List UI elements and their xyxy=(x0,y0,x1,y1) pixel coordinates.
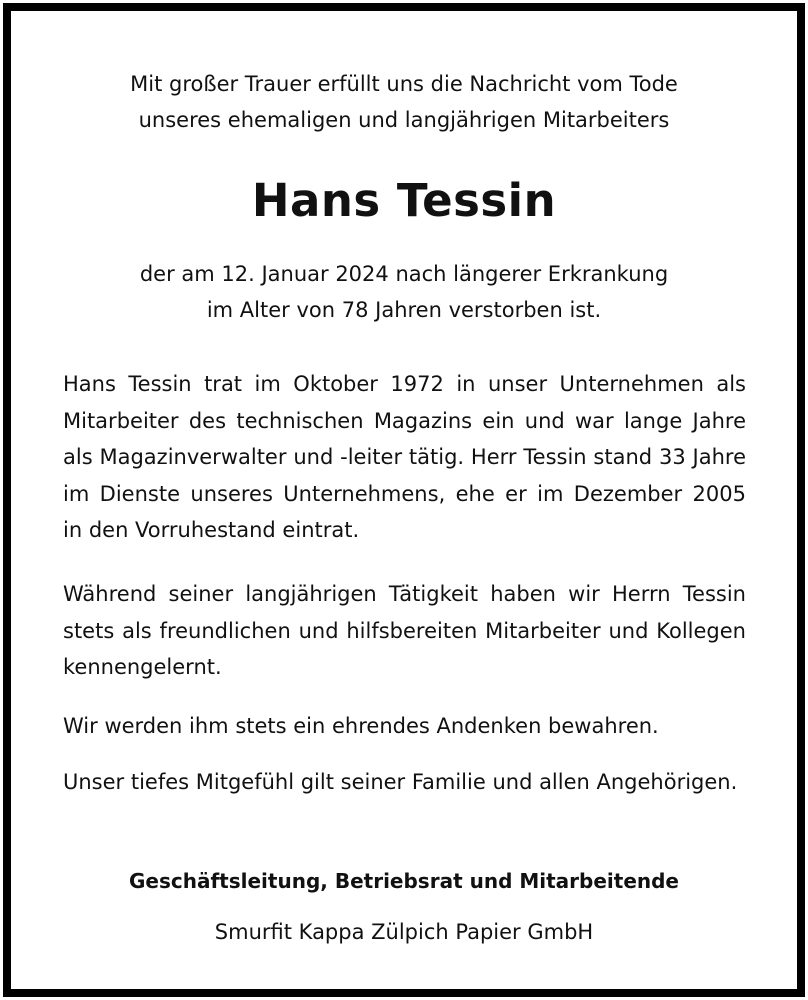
intro-text xyxy=(11,66,797,138)
intro-line: unseres ehemaligen und langjährigen Mitarbeiters xyxy=(138,108,670,132)
deceased-name: Hans Tessin xyxy=(251,174,557,227)
paragraph-line: Hans Tessin trat im Oktober 1972 in unser Unternehmen als xyxy=(63,372,746,396)
death-line: der am 12. Januar 2024 nach längerer Erkrankung xyxy=(139,262,669,286)
death-details xyxy=(11,256,797,328)
intro-line: Mit großer Trauer erfüllt uns die Nachricht vom Tode xyxy=(130,72,678,96)
paragraph-line: im Dienste unseres Unternehmens, ehe er im Dezember 2005 xyxy=(63,481,746,506)
paragraph-line: in den Vorruhestand eintrat. xyxy=(63,518,360,542)
paragraph-line: Mitarbeiter des technischen Magazins ein und war lange Jahre xyxy=(63,408,746,433)
tribute-paragraph xyxy=(63,576,746,686)
career-paragraph xyxy=(63,366,746,549)
remembrance-paragraph: Wir werden ihm stets ein ehrendes Andenken bewahren. xyxy=(63,714,659,738)
paragraph-line: Während seiner langjährigen Tätigkeit haben wir Herrn Tessin xyxy=(63,582,746,606)
paragraph-line: kennengelernt. xyxy=(63,655,222,679)
condolence-paragraph: Unser tiefes Mitgefühl gilt seiner Familie und allen Angehörigen. xyxy=(63,770,738,794)
death-line: im Alter von 78 Jahren verstorben ist. xyxy=(206,298,602,322)
paragraph-line: als Magazinverwalter und -leiter tätig. Herr Tessin stand 33 Jahre xyxy=(63,445,746,469)
obituary-notice xyxy=(3,3,805,997)
paragraph-line: stets als freundlichen und hilfsbereiten Mitarbeiter und Kollegen xyxy=(63,618,746,643)
signers: Geschäftsleitung, Betriebsrat und Mitarbeitende xyxy=(129,869,679,893)
company-name: Smurfit Kappa Zülpich Papier GmbH xyxy=(214,920,594,944)
